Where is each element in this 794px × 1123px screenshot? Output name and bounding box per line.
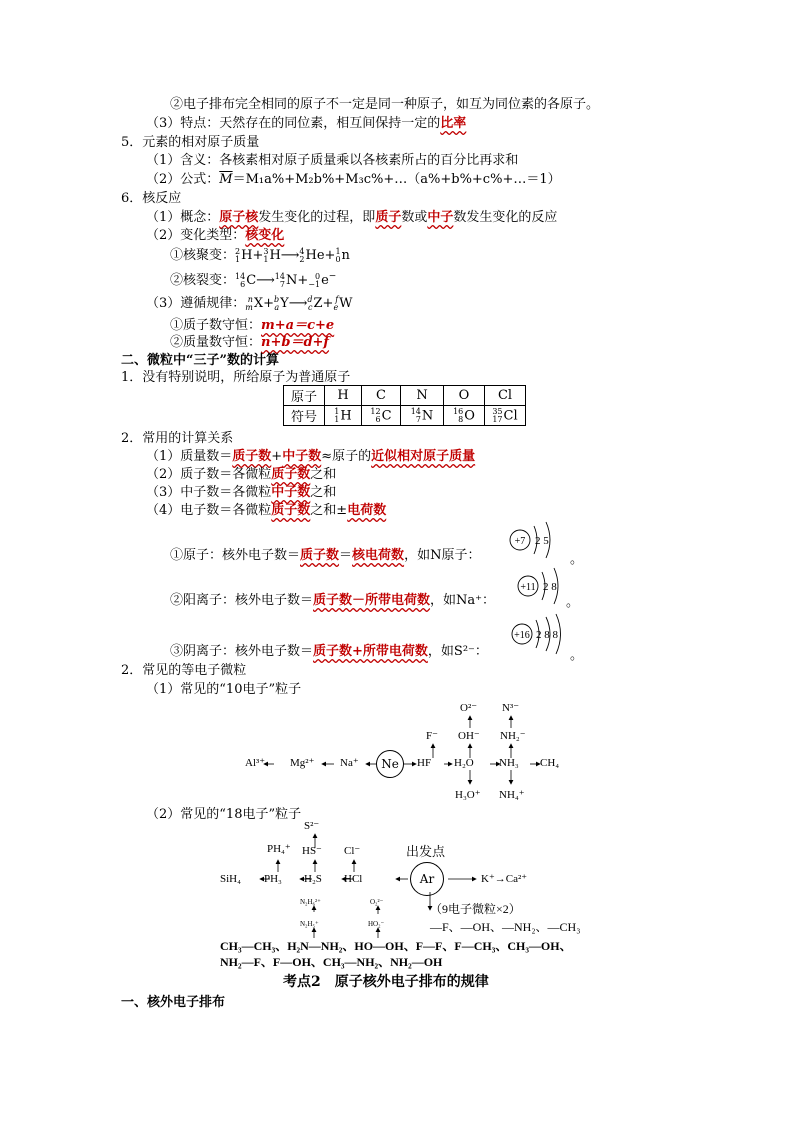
answer-span: 质子数: [271, 503, 311, 518]
text-span: ①核聚变：: [170, 248, 236, 263]
text-span: ，如S²⁻：: [427, 644, 488, 659]
label-ho2: HO₂⁻: [368, 920, 385, 928]
label-n2h6: N₂H₆²⁺: [300, 898, 321, 906]
rule-equation: （3）遵循规律： n m X+ b a Y⟶ d c Z+ f e W: [146, 294, 353, 312]
label-k-ca: K⁺→Ca²⁺: [481, 873, 528, 885]
text-span: ②阳离子：核外电子数＝: [170, 593, 314, 608]
label-hs: HS⁻: [302, 845, 322, 857]
formula-line: [146, 171, 561, 188]
answer-span: 质子数+所带电荷数: [313, 644, 428, 659]
text-span: （3）中子数＝各微粒: [146, 485, 272, 500]
table-row: [284, 386, 526, 406]
table-row: [284, 406, 526, 426]
nine-electron-note: （9电子微粒×2）: [430, 902, 521, 916]
shell-label: 2 5: [535, 535, 549, 547]
table-cell: C: [362, 386, 401, 406]
label-h2s: H₂S: [304, 873, 322, 885]
n-atom-structure-diagram: [508, 518, 568, 562]
answer-span: 核电荷数: [352, 548, 405, 563]
text-span: ②核裂变：: [170, 273, 236, 288]
table-cell: 原子: [284, 386, 325, 406]
text-span: ③阴离子：核外电子数＝: [170, 644, 314, 659]
label-ph3: PH₃: [264, 873, 282, 885]
answer-span: 电荷数: [347, 503, 387, 518]
answer-span: 核变化: [245, 228, 285, 243]
ar-label: Ar: [419, 872, 435, 886]
table-cell: 符号: [284, 406, 325, 426]
text-line: [170, 317, 334, 334]
section-heading: 二、微粒中“三子”数的计算: [121, 353, 279, 368]
text-line: [146, 484, 336, 501]
answer-span: 近似相对原子质量: [371, 449, 476, 464]
text-line: [170, 547, 480, 564]
answer-span: n+b＝d+f: [261, 335, 330, 350]
label-ph4: PH₄⁺: [267, 843, 291, 855]
text-line: [146, 502, 386, 519]
formula-symbol: $\overline{M}$: [219, 172, 233, 187]
label-s2: S²⁻: [304, 820, 320, 832]
label-nh3: NH₃: [499, 757, 519, 769]
ar-center-circle: [410, 862, 444, 896]
text-span: ≈原子的: [321, 449, 372, 464]
period: 。: [570, 552, 584, 567]
text-span: ①原子：核外电子数＝: [170, 548, 301, 563]
text-line: [170, 334, 329, 351]
answer-span: 质子: [375, 210, 402, 225]
label-o2: O²⁻: [460, 702, 478, 714]
ne-center-circle: [376, 750, 404, 778]
text-span: ②质量数守恒：: [170, 335, 262, 350]
label-sih4: SiH₄: [220, 873, 241, 885]
answer-span: 中子数: [282, 449, 322, 464]
table-cell: 1 1 H: [325, 406, 362, 426]
label-o22: O₂²⁻: [370, 898, 384, 906]
text-span: 之和: [310, 485, 337, 500]
label-f: F⁻: [426, 730, 438, 742]
table-cell: N: [401, 386, 444, 406]
answer-span: 比率: [440, 116, 467, 131]
answer-span: 中子: [427, 210, 454, 225]
label-hcl: HCl: [344, 873, 363, 885]
nine-electron-groups: —F、—OH、—NH₂、—CH₃: [430, 920, 581, 934]
text-line: [146, 227, 284, 244]
text-line: [146, 209, 557, 226]
label-na: Na⁺: [340, 757, 359, 769]
table-cell: Cl: [485, 386, 526, 406]
fission-equation: ②核裂变： 14 6 C⟶ 14 7 N+ 0 −1 e−: [170, 271, 337, 289]
text-span: ①质子数守恒：: [170, 318, 262, 333]
text-line: [146, 466, 336, 483]
text-span: （3）遵循规律：: [146, 296, 246, 311]
section-heading: 6．核反应: [121, 191, 182, 206]
nucleus-label: +11: [520, 582, 536, 593]
label-mg2: Mg²⁺: [290, 757, 315, 769]
answer-span: 质子数: [232, 449, 272, 464]
answer-span: m+a＝c+e: [261, 318, 335, 333]
text-span: 之和: [310, 467, 337, 482]
start-point-label: 出发点: [406, 844, 446, 859]
text-line: 2．常用的计算关系: [121, 431, 234, 446]
label-cl: Cl⁻: [344, 845, 361, 857]
shell-label: 2 8: [543, 581, 557, 593]
label-n3: N³⁻: [502, 702, 520, 714]
text-span: +: [271, 449, 283, 464]
text-span: ，如N原子：: [404, 548, 481, 563]
text-span: 数发生变化的反应: [453, 210, 558, 225]
nucleus-label: +16: [514, 630, 530, 641]
text-span: （2）公式：: [146, 172, 220, 187]
text-span: ＝: [339, 548, 353, 563]
label-ch4: CH₄: [540, 757, 560, 769]
isotope-table: [283, 385, 526, 426]
table-cell: 35 17 Cl: [485, 406, 526, 426]
table-cell: 16 8 O: [444, 406, 485, 426]
label-oh: OH⁻: [458, 730, 480, 742]
answer-span: 原子核: [219, 210, 259, 225]
nucleus-label: +7: [514, 536, 526, 547]
text-line: [170, 592, 495, 609]
text-span: ，如Na⁺：: [430, 593, 496, 608]
period: 。: [566, 595, 580, 610]
shell-label: 2 8 8: [536, 629, 558, 641]
text-span: （3）特点：天然存在的同位素，相互间保持一定的: [146, 116, 441, 131]
text-span: （1）质量数＝: [146, 449, 233, 464]
text-line: （2）常见的“18电子”粒子: [146, 807, 302, 822]
text-line: [170, 643, 488, 660]
text-line: （1）含义：各核素相对原子质量乘以各核素所占的百分比再求和: [146, 153, 519, 168]
text-line: 1．没有特别说明，所给原子为普通原子: [121, 370, 351, 385]
label-hf: HF: [417, 757, 432, 769]
table-cell: 14 7 N: [401, 406, 444, 426]
answer-span: 质子数: [271, 467, 311, 482]
text-line: 2．常见的等电子微粒: [121, 663, 247, 678]
label-nh4: NH₄⁺: [499, 789, 525, 801]
text-line: （1）常见的“10电子”粒子: [146, 682, 302, 697]
eighteen-electron-list: CH₃—CH₃、H₂N—NH₂、HO—OH、F—F、F—CH₃、CH₃—OH、: [220, 939, 572, 953]
text-span: 发生变化的过程，即: [258, 210, 376, 225]
table-cell: H: [325, 386, 362, 406]
text-line: ②电子排布完全相同的原子不一定是同一种原子，如互为同位素的各原子。: [170, 97, 600, 112]
answer-span: 中子数: [271, 485, 311, 500]
text-line: [146, 448, 475, 465]
answer-span: 质子数: [300, 548, 340, 563]
section-heading: 一、核外电子排布: [121, 995, 226, 1010]
answer-span: 质子数－所带电荷数: [313, 593, 431, 608]
text-span: （1）概念：: [146, 210, 220, 225]
label-h3o: H₃O⁺: [455, 789, 481, 801]
text-span: （2）变化类型：: [146, 228, 246, 243]
table-cell: O: [444, 386, 485, 406]
text-span: 数或: [401, 210, 428, 225]
text-span: 之和±: [310, 503, 348, 518]
period: 。: [570, 648, 584, 663]
topic-heading: 考点2 原子核外电子排布的规律: [283, 974, 489, 990]
ne-label: Ne: [381, 757, 399, 771]
section-heading: 5．元素的相对原子质量: [121, 135, 260, 150]
text-span: ＝M₁a%+M₂b%+M₃c%+…（a%+b%+c%+…＝1）: [232, 172, 561, 187]
text-span: （2）质子数＝各微粒: [146, 467, 272, 482]
na-ion-structure-diagram: [516, 564, 566, 608]
s-ion-structure-diagram: [510, 612, 570, 658]
table-cell: 12 6 C: [362, 406, 401, 426]
text-line: [146, 115, 466, 132]
label-nh2: NH₂⁻: [500, 730, 526, 742]
label-al3: Al³⁺: [245, 757, 266, 769]
eighteen-electron-list: NH₂—F、F—OH、CH₃—NH₂、NH₂—OH: [220, 955, 443, 969]
text-span: （4）电子数＝各微粒: [146, 503, 272, 518]
fusion-equation: ①核聚变： 2 1 H+ 3 1 H⟶ 4 2 He+ 1 0 n: [170, 246, 350, 264]
label-n2h5: N₂H₅⁺: [300, 920, 319, 928]
label-h2o: H₂O: [454, 757, 474, 769]
